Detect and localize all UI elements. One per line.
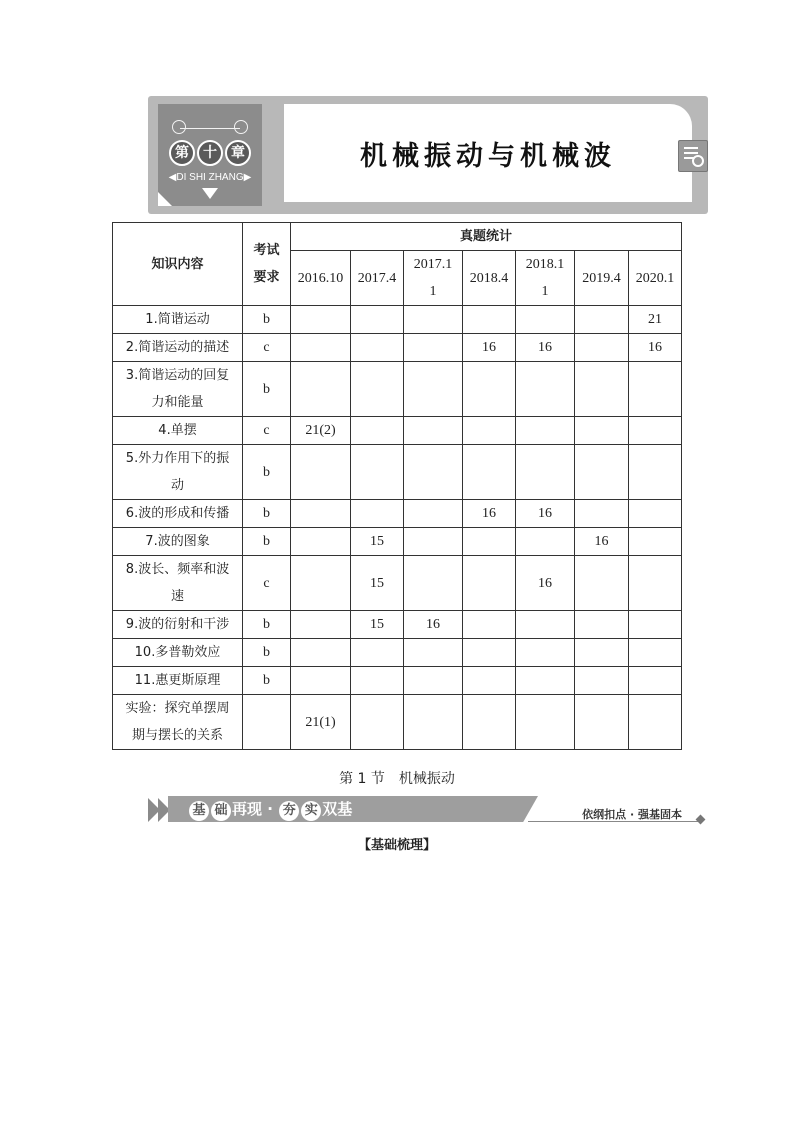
question-number-cell: 16 [516,334,575,362]
header-year: 2020.1 [629,251,682,306]
question-number-cell [516,362,575,417]
knowledge-item: 10.多普勒效应 [113,639,243,667]
question-number-cell [629,611,682,639]
question-number-cell [463,667,516,695]
question-number-cell [404,695,463,750]
section-title: 第 1 节 机械振动 [339,771,455,787]
question-number-cell [516,695,575,750]
question-number-cell: 16 [516,556,575,611]
diamond-icon [696,815,706,825]
question-number-cell: 16 [516,500,575,528]
question-number-cell [629,639,682,667]
question-number-cell [629,417,682,445]
ring-icon [234,120,248,134]
table-row [113,528,682,556]
question-number-cell: 16 [629,334,682,362]
chapter-badge-chars [158,140,262,166]
question-number-cell [463,556,516,611]
knowledge-item: 2.简谐运动的描述 [113,334,243,362]
table-row [113,639,682,667]
badge-char: 十 [197,140,223,166]
question-number-cell [575,306,629,334]
question-number-cell: 15 [351,556,404,611]
question-number-cell [629,500,682,528]
question-number-cell [516,639,575,667]
down-triangle-icon [202,188,218,199]
question-number-cell [291,334,351,362]
question-number-cell [351,445,404,500]
header-year: 2017.4 [351,251,404,306]
question-number-cell [463,528,516,556]
knowledge-item: 4.单摆 [113,417,243,445]
requirement-level: b [243,528,291,556]
header-knowledge-content: 知识内容 [113,223,243,306]
knowledge-item: 11.惠更斯原理 [113,667,243,695]
requirement-level: b [243,445,291,500]
question-number-cell: 16 [463,500,516,528]
question-number-cell [575,445,629,500]
requirement-level: b [243,667,291,695]
knowledge-item: 9.波的衍射和干涉 [113,611,243,639]
question-number-cell [404,362,463,417]
question-number-cell [463,639,516,667]
table-row [113,611,682,639]
requirement-level: c [243,417,291,445]
question-number-cell [404,417,463,445]
question-number-cell [351,362,404,417]
section-banner-bar [148,796,708,824]
question-number-cell [291,306,351,334]
question-number-cell [351,500,404,528]
question-number-cell [351,306,404,334]
question-number-cell [351,417,404,445]
knowledge-item: 6.波的形成和传播 [113,500,243,528]
requirement-level: c [243,334,291,362]
question-number-cell [575,639,629,667]
question-number-cell [404,528,463,556]
knowledge-item: 1.简谐运动 [113,306,243,334]
question-number-cell [291,611,351,639]
knowledge-item: 7.波的图象 [113,528,243,556]
question-number-cell [404,556,463,611]
knowledge-item: 实验：探究单摆周 期与摆长的关系 [113,695,243,750]
chapter-badge [158,104,262,206]
question-number-cell [516,445,575,500]
requirement-level: b [243,611,291,639]
table-row [113,417,682,445]
question-number-cell [516,667,575,695]
question-number-cell [629,362,682,417]
question-number-cell [629,556,682,611]
banner-motto: 依纲扣点 · 强基固本 [582,808,682,821]
question-number-cell [351,639,404,667]
question-number-cell [404,334,463,362]
question-number-cell [291,500,351,528]
question-number-cell [463,306,516,334]
requirement-level: b [243,639,291,667]
table-row [113,556,682,611]
question-number-cell [404,445,463,500]
question-number-cell [575,556,629,611]
question-number-cell [516,528,575,556]
requirement-level: b [243,362,291,417]
question-number-cell [575,334,629,362]
question-number-cell: 15 [351,528,404,556]
question-number-cell [463,445,516,500]
header-year: 2017.1 1 [404,251,463,306]
question-number-cell [629,445,682,500]
chapter-banner [148,96,708,214]
header-year: 2019.4 [575,251,629,306]
badge-char: 章 [225,140,251,166]
question-number-cell [575,695,629,750]
requirement-level: b [243,500,291,528]
table-row [113,334,682,362]
requirement-level: b [243,306,291,334]
question-number-cell [463,417,516,445]
question-number-cell [575,667,629,695]
question-number-cell [291,362,351,417]
table-row [113,362,682,417]
chapter-pinyin: ◀DI SHI ZHANG▶ [168,172,252,183]
question-number-cell [351,667,404,695]
question-number-cell [463,362,516,417]
question-number-cell [629,667,682,695]
chapter-title-box [284,104,692,202]
question-number-cell [575,500,629,528]
exam-statistics-table [112,222,682,750]
question-number-cell: 21(2) [291,417,351,445]
question-number-cell [291,639,351,667]
table-row [113,306,682,334]
chapter-title: 机械振动与机械波 [360,141,616,172]
table-row [113,667,682,695]
table-row [113,445,682,500]
question-number-cell: 21 [629,306,682,334]
header-exam-statistics: 真题统计 [291,223,682,251]
question-number-cell [351,695,404,750]
knowledge-item: 5.外力作用下的振 动 [113,445,243,500]
table-row [113,500,682,528]
question-number-cell [516,417,575,445]
table-row [113,695,682,750]
question-number-cell [575,611,629,639]
question-number-cell [291,667,351,695]
requirement-level: c [243,556,291,611]
requirement-level [243,695,291,750]
question-number-cell [404,306,463,334]
question-number-cell [291,445,351,500]
question-number-cell: 16 [404,611,463,639]
knowledge-item: 3.简谐运动的回复 力和能量 [113,362,243,417]
badge-char: 第 [169,140,195,166]
question-number-cell: 21(1) [291,695,351,750]
question-number-cell [463,695,516,750]
question-number-cell: 15 [351,611,404,639]
question-number-cell [463,611,516,639]
subheading-basic-review: 【基础梳理】 [357,838,436,853]
section-banner-heading: 基 础 再现 · 夯 实 双基 [188,796,352,822]
header-year: 2018.1 1 [516,251,575,306]
question-number-cell [575,417,629,445]
header-year: 2016.10 [291,251,351,306]
knowledge-item: 8.波长、频率和波 速 [113,556,243,611]
header-exam-requirement: 考试 要求 [243,223,291,306]
question-number-cell [516,306,575,334]
question-number-cell: 16 [575,528,629,556]
question-number-cell [351,334,404,362]
question-number-cell [291,528,351,556]
header-year: 2018.4 [463,251,516,306]
question-number-cell [516,611,575,639]
book-search-icon[interactable] [678,140,708,172]
question-number-cell [575,362,629,417]
question-number-cell: 16 [463,334,516,362]
ring-icon [172,120,186,134]
question-number-cell [291,556,351,611]
question-number-cell [404,667,463,695]
question-number-cell [629,695,682,750]
question-number-cell [629,528,682,556]
question-number-cell [404,500,463,528]
question-number-cell [404,639,463,667]
